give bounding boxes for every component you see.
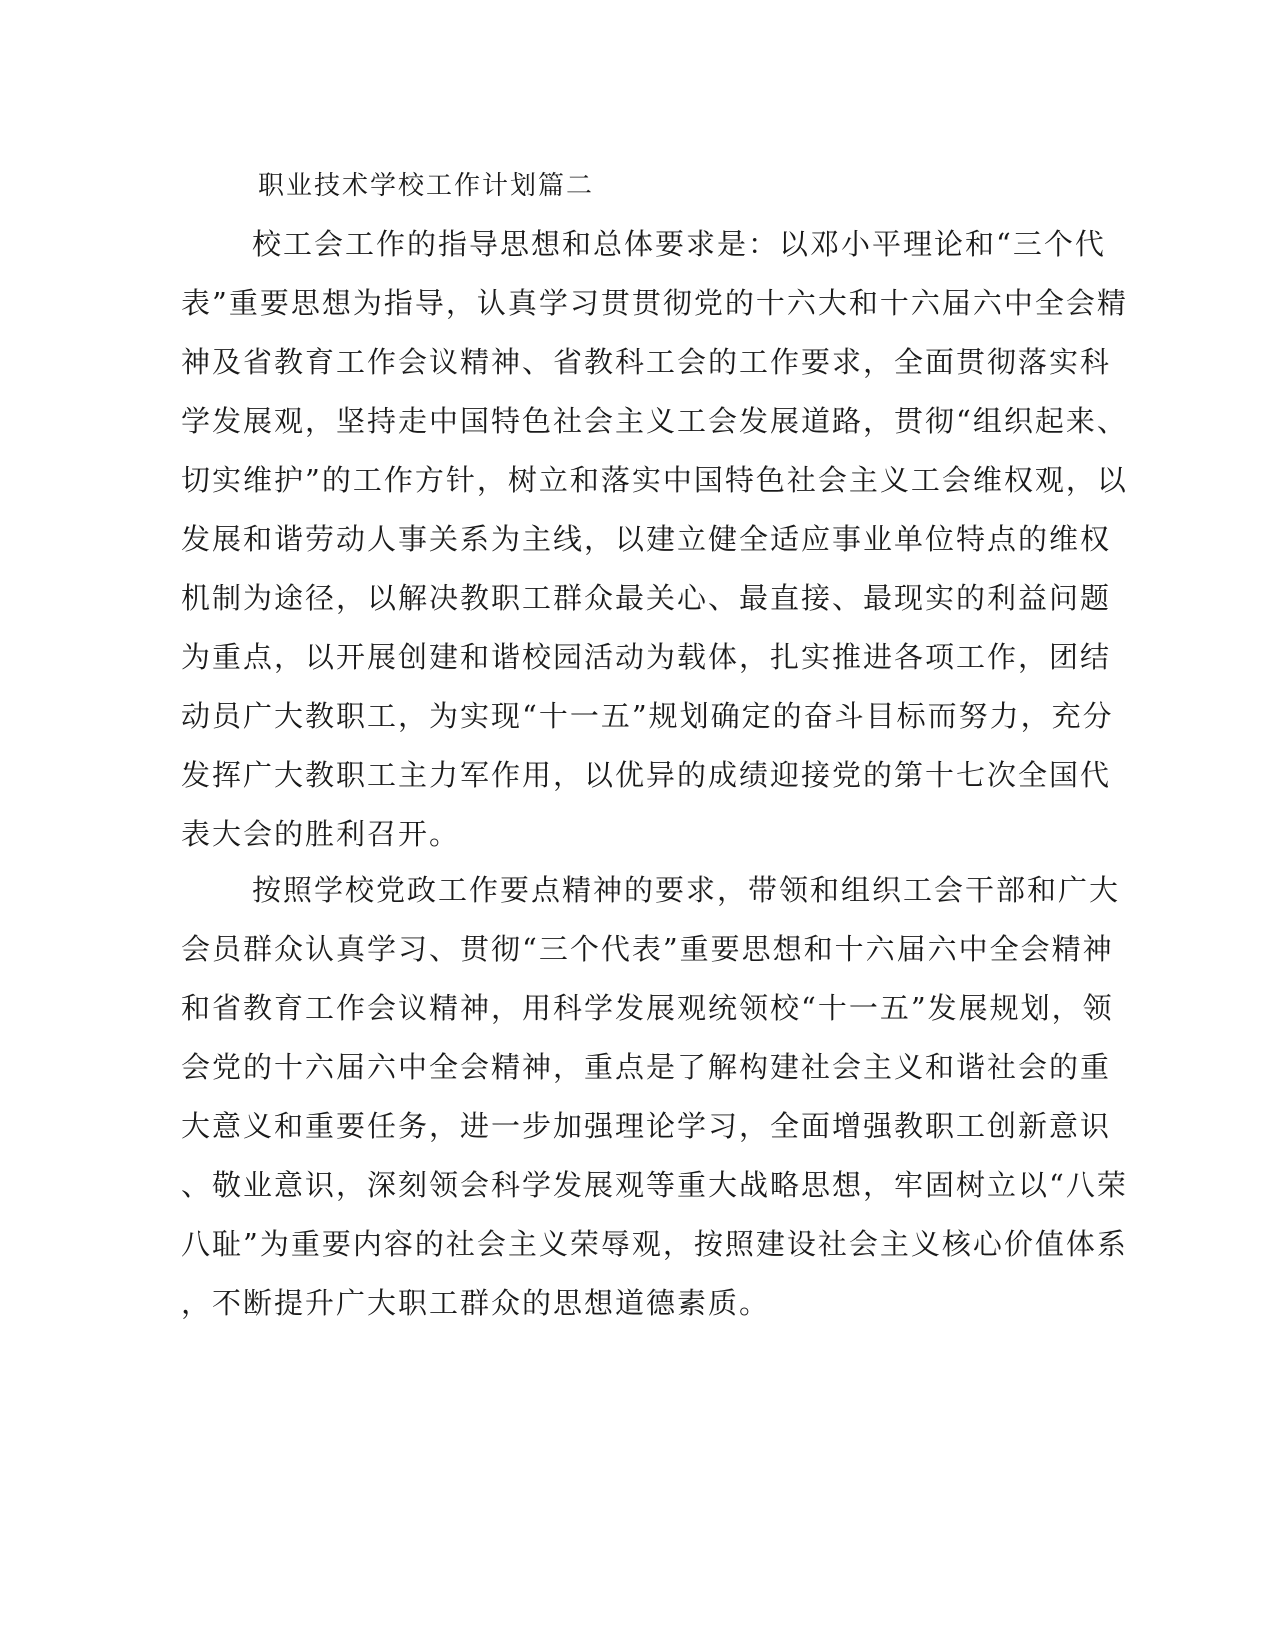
paragraph-2-line-4: 会党的十六届六中全会精神，重点是了解构建社会主义和谐社会的重: [181, 1050, 1112, 1084]
paragraph-1-line-3: 神及省教育工作会议精神、省教科工会的工作要求，全面贯彻落实科: [181, 345, 1112, 379]
paragraph-1-line-6: 发展和谐劳动人事关系为主线，以建立健全适应事业单位特点的维权: [181, 522, 1112, 556]
paragraph-2-line-3: 和省教育工作会议精神，用科学发展观统领校“十一五”发展规划，领: [181, 991, 1114, 1025]
paragraph-1-line-7: 机制为途径，以解决教职工群众最关心、最直接、最现实的利益问题: [181, 581, 1112, 615]
paragraph-1-line-9: 动员广大教职工，为实现“十一五”规划确定的奋斗目标而努力，充分: [181, 699, 1114, 733]
paragraph-2-line-2: 会员群众认真学习、贯彻“三个代表”重要思想和十六届六中全会精神: [181, 932, 1114, 966]
document-title: 职业技术学校工作计划篇二: [258, 171, 595, 201]
paragraph-1-line-10: 发挥广大教职工主力军作用，以优异的成绩迎接党的第十七次全国代: [181, 758, 1112, 792]
paragraph-1-line-11: 表大会的胜利召开。: [181, 817, 461, 851]
paragraph-2-line-5: 大意义和重要任务，进一步加强理论学习，全面增强教职工创新意识: [181, 1109, 1112, 1143]
paragraph-2-line-7: 八耻”为重要内容的社会主义荣辱观，按照建设社会主义核心价值体系: [181, 1227, 1128, 1261]
paragraph-2-line-1: 按照学校党政工作要点精神的要求，带领和组织工会干部和广大: [252, 873, 1121, 907]
paragraph-1-line-5: 切实维护”的工作方针，树立和落实中国特色社会主义工会维权观，以: [181, 463, 1128, 497]
paragraph-1-line-8: 为重点，以开展创建和谐校园活动为载体，扎实推进各项工作，团结: [181, 640, 1112, 674]
paragraph-1-line-4: 学发展观，坚持走中国特色社会主义工会发展道路，贯彻“组织起来、: [181, 404, 1128, 438]
paragraph-2-line-6: 、敬业意识，深刻领会科学发展观等重大战略思想，牢固树立以“八荣: [181, 1168, 1128, 1202]
paragraph-2-line-8: ，不断提升广大职工群众的思想道德素质。: [181, 1286, 771, 1320]
paragraph-1-line-2: 表”重要思想为指导，认真学习贯贯彻党的十六大和十六届六中全会精: [181, 286, 1128, 320]
paragraph-1-line-1: 校工会工作的指导思想和总体要求是：以邓小平理论和“三个代: [252, 227, 1106, 261]
